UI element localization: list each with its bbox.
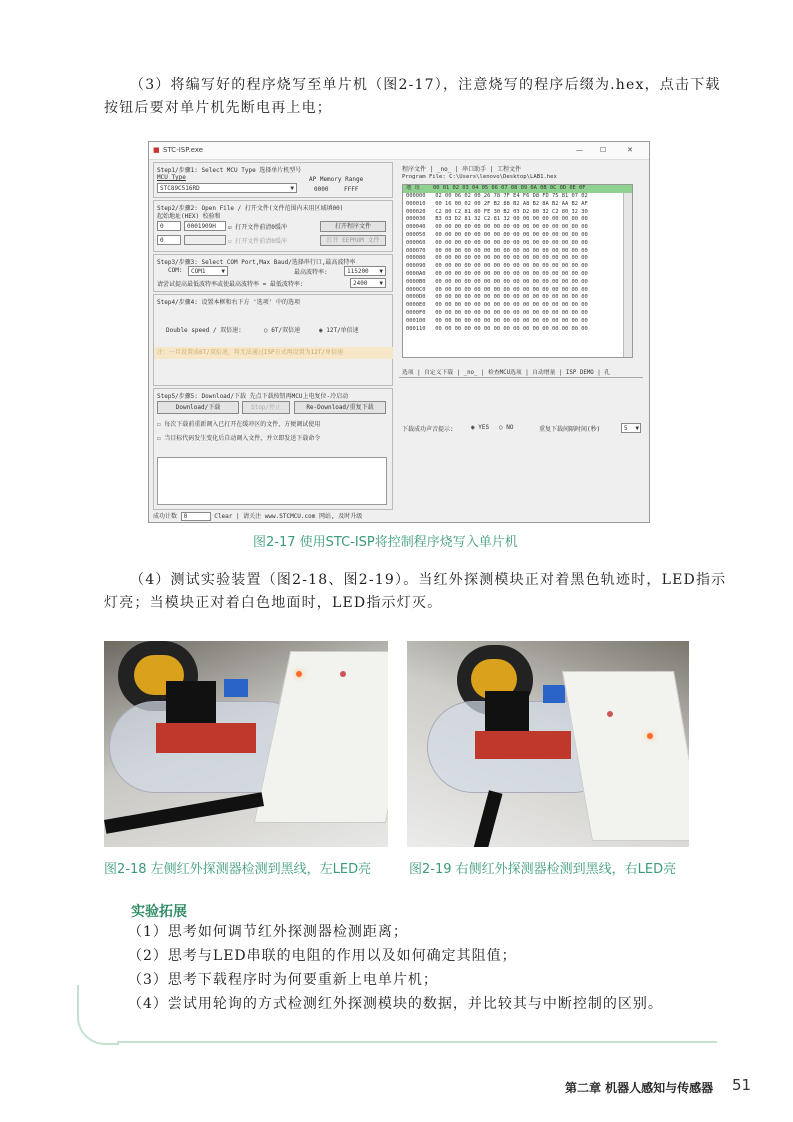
- tab-more[interactable]: 孔: [604, 370, 611, 376]
- paragraph-3: [104, 74, 721, 120]
- addr-value-1: 0: [160, 223, 164, 230]
- fig-2-17-caption: 图2-17 使用STC-ISP将控制程序烧写入单片机: [253, 535, 518, 550]
- isp-window-title: STC-ISP.exe: [163, 146, 204, 154]
- auto-reload-check[interactable]: ☐ 当目标代码发生变化后自动调入文件，并立即发送下载命令: [157, 435, 321, 442]
- addr-input-1[interactable]: [157, 221, 181, 231]
- chevron-down-icon: ▼: [290, 185, 294, 192]
- fig-2-19-photo: [407, 641, 689, 847]
- step4-label: Step4/步骤4: 设置本框和右下方 '选项' 中的选项: [157, 299, 300, 306]
- hex-row: 0000A0 00 00 00 00 00 00 00 00 00 00 00 00 00 00 00 00: [406, 270, 588, 277]
- tab-check-mcu[interactable]: 检查MCU选项: [488, 370, 522, 376]
- mcu-type-value: STC89C516RD: [160, 185, 200, 192]
- speed-6t-label: 6T/双倍速: [271, 327, 301, 334]
- isp-left-pane: [153, 162, 394, 518]
- terminal-block: [543, 685, 565, 703]
- step2-label: Step2/步骤2: Open File / 打开文件(文件范围内未用区域填00): [157, 205, 344, 212]
- paragraph-4: [104, 569, 727, 615]
- maximize-icon[interactable]: ☐: [600, 146, 607, 154]
- tab-divider: [399, 377, 643, 378]
- reload-file-label: 每次下载前重新调入已打开在缓冲区的文件，方便调试使用: [164, 421, 321, 428]
- retry-interval-label: 重复下载间隔时间(秒): [539, 426, 601, 433]
- mcu-type-label: MCU Type: [157, 174, 186, 181]
- isp-title-bar: [149, 142, 649, 160]
- speed-12t-label: 12T/单倍速: [326, 327, 359, 334]
- tab-auto-increment[interactable]: 自动增量: [532, 370, 556, 376]
- hex-row: 0000E0 00 00 00 00 00 00 00 00 00 00 00 00 00 00 00 00: [406, 302, 588, 309]
- fig-2-19-caption: 图2-19 右侧红外探测器检测到黑线，右LED亮: [409, 862, 677, 877]
- paragraph-3-line2: 按钮后要对单片机先断电再上电；: [104, 100, 332, 116]
- addr-value-2: 0: [160, 237, 164, 244]
- hex-row: 000070 00 00 00 00 00 00 00 00 00 00 00 00 00 00 00 00: [406, 247, 588, 254]
- tab-isp-demo[interactable]: ISP DEMO: [565, 370, 594, 376]
- hex-row: 000080 00 00 00 00 00 00 00 00 00 00 00 00 00 00 00 00: [406, 255, 588, 262]
- min-baud-value: 2400: [353, 280, 368, 287]
- terminal-block: [224, 679, 248, 697]
- status-count-value: 0: [181, 512, 211, 521]
- ap-range-label: AP Memory Range: [309, 176, 364, 183]
- double-speed-label: Double speed / 双倍速:: [166, 327, 242, 334]
- open-eeprom-button[interactable]: 打开 EEPROM 文件: [320, 235, 386, 246]
- list-item: （4）尝试用轮询的方式检测红外探测模块的数据，并比较其与中断控制的区别。: [128, 996, 663, 1012]
- tab-options[interactable]: 选项: [402, 370, 414, 376]
- beep-no-label: NO: [506, 424, 514, 431]
- status-url: 请关注 www.STCMCU.com 网站, 及时升级: [243, 513, 363, 520]
- chevron-down-icon: ▼: [379, 280, 383, 287]
- download-button[interactable]: Download/下载: [157, 401, 239, 414]
- tab-program-file[interactable]: 程序文件: [402, 166, 427, 173]
- start-addr-label: 起始地址(HEX) 校验和: [157, 213, 221, 220]
- paragraph-3-line1: （3）将编写好的程序烧写至单片机（图2-17），注意烧写的程序后缀为.hex，点击下载: [130, 77, 721, 93]
- hex-row: 000060 00 00 00 00 00 00 00 00 00 00 00 00 00 00 00 00: [406, 239, 588, 246]
- open-program-button[interactable]: 打开程序文件: [320, 221, 386, 232]
- stc-isp-window: [148, 141, 650, 523]
- top-tabs: 程序文件 | _no_ | 串口助手 | 工程文件: [402, 166, 522, 173]
- list-item: （3）思考下载程序时为何要重新上电单片机；: [128, 972, 438, 988]
- reload-file-check[interactable]: ☐ 每次下载前重新调入已打开在缓冲区的文件，方便调试使用: [157, 421, 321, 428]
- close-icon[interactable]: ✕: [627, 146, 633, 154]
- app-icon: ■: [153, 146, 160, 154]
- led-lit: [647, 733, 653, 739]
- retry-interval-value: 5: [624, 425, 628, 432]
- step1-label: Step1/步骤1: Select MCU Type 选择单片机型号: [157, 167, 302, 174]
- program-file-path: Program File: C:\Users\lenovo\Desktop\LAB1.hex: [402, 174, 557, 180]
- list-item: （1）思考如何调节红外探测器检测距离；: [128, 924, 408, 940]
- tab-serial-assistant[interactable]: 串口助手: [462, 166, 487, 173]
- led-off: [340, 671, 346, 677]
- breadboard: [562, 671, 689, 841]
- auto-reload-label: 当目标代码发生变化后自动调入文件，并立即发送下载命令: [164, 435, 321, 442]
- step3-label: Step3/步骤3: Select COM Port,Max Baud/选择串行口,最高波特率: [157, 259, 356, 266]
- speed-6t-radio[interactable]: ○ 6T/双倍速: [264, 327, 301, 334]
- com-value: COM1: [191, 268, 206, 275]
- list-item: （2）思考与LED串联的电阻的作用以及如何确定其阻值；: [128, 948, 517, 964]
- tab-project-file[interactable]: 工程文件: [497, 166, 522, 173]
- clear-buffer-label-2: 打开文件前清0缓冲: [235, 238, 287, 245]
- motor-driver-board: [475, 731, 571, 759]
- hex-row: 000110 00 00 00 00 00 00 00 00 00 00 00 00 00 00 00 00: [406, 325, 588, 332]
- beep-no-radio[interactable]: ○ NO: [499, 424, 514, 431]
- hex-row: 000050 00 00 00 00 00 00 00 00 00 00 00 00 00 00 00 00: [406, 231, 588, 238]
- step2-group: [153, 200, 393, 252]
- minimize-icon[interactable]: —: [576, 146, 583, 154]
- beep-label: 下载成功声音提示:: [402, 426, 454, 433]
- hex-row: 000090 00 00 00 00 00 00 00 00 00 00 00 00 00 00 00 00: [406, 263, 588, 270]
- max-baud-select[interactable]: [344, 266, 386, 276]
- hex-header: 地 址 00 01 02 03 04 05 06 07 08 09 0A 0B 0C 0D 0E 0F: [403, 185, 632, 193]
- beep-yes-label: YES: [478, 424, 490, 431]
- hex-scrollbar[interactable]: [623, 193, 632, 358]
- decorative-bracket: [77, 985, 119, 1045]
- status-bar: 成功计数 0 Clear | 请关注 www.STCMCU.com 网站, 及时升级: [153, 513, 363, 520]
- chevron-down-icon: ▼: [635, 425, 639, 432]
- hex-row: 0000D0 00 00 00 00 00 00 00 00 00 00 00 00 00 00 00 00: [406, 294, 588, 301]
- tab-custom-download[interactable]: 自定义下载: [424, 370, 454, 376]
- hex-row: 0000B0 00 00 00 00 00 00 00 00 00 00 00 00 00 00 00 00: [406, 278, 588, 285]
- retry-interval-select[interactable]: [621, 423, 641, 433]
- led-lit: [296, 671, 302, 677]
- page-number: 51: [732, 1076, 752, 1094]
- stop-button[interactable]: Stop/停止: [242, 401, 290, 414]
- hex-row: 0000C0 00 00 00 00 00 00 00 00 00 00 00 00 00 00 00 00: [406, 286, 588, 293]
- hex-view[interactable]: [402, 184, 633, 358]
- hex-row: 000000 02 00 06 02 00 26 78 7F E4 F6 D8 FD 75 81 07 02: [406, 193, 588, 199]
- footer-chapter: 第二章 机器人感知与传感器: [565, 1081, 714, 1095]
- step5-group: [153, 388, 393, 510]
- ap-start: 0000: [314, 186, 329, 193]
- black-track: [104, 792, 264, 834]
- max-baud-label: 最高波特率:: [294, 269, 328, 276]
- breadboard: [254, 651, 388, 823]
- max-baud-value: 115200: [347, 268, 369, 275]
- clear-buffer-label-1: 打开文件前清0缓冲: [235, 224, 287, 231]
- fig-2-18-photo: [104, 641, 388, 847]
- mcu-type-select[interactable]: [157, 183, 297, 193]
- checksum-input[interactable]: [184, 221, 226, 231]
- clear-buffer-check-2[interactable]: ☑ 打开文件前清0缓冲: [228, 238, 287, 245]
- hex-rows: [403, 193, 632, 333]
- checksum-input-2[interactable]: [184, 235, 226, 245]
- redownload-button[interactable]: Re-Download/重复下载: [294, 401, 386, 414]
- hex-row: 000020 C2 80 C2 81 80 FE 30 B2 03 D2 80 32 C2 80 32 30: [406, 208, 588, 215]
- decorative-line: [117, 1041, 717, 1043]
- step4-group: [153, 294, 393, 386]
- com-label: COM:: [168, 267, 183, 274]
- step1-group: [153, 162, 393, 198]
- hex-row: 000010 00 16 00 02 00 2F B2 88 B2 A8 B2 8A B2 AA B2 AF: [406, 200, 588, 207]
- checksum-value: 0001909H: [187, 223, 216, 230]
- fig-2-18-caption: 图2-18 左侧红外探测器检测到黑线，左LED亮: [104, 862, 372, 877]
- step3-group: [153, 254, 393, 292]
- status-count-label: 成功计数: [153, 513, 178, 520]
- black-track: [473, 790, 502, 847]
- isp-right-pane: [399, 162, 645, 518]
- tab-no-2[interactable]: _no_: [463, 370, 478, 376]
- extension-list: [128, 920, 728, 1016]
- hex-row: 000100 00 00 00 00 00 00 00 00 00 00 00 00 00 00 00 00: [406, 317, 588, 324]
- step5-label: Step5/步骤5: Download/下载 先点下载按钮再MCU上电复位-冷启动: [157, 393, 349, 400]
- hex-row: 0000F0 00 00 00 00 00 00 00 00 00 00 00 00 00 00 00 00: [406, 309, 588, 316]
- chevron-down-icon: ▼: [221, 268, 225, 275]
- chevron-down-icon: ▼: [379, 268, 383, 275]
- min-baud-label: 请尝试提高最低波特率或使最高波特率 = 最低波特率:: [157, 281, 304, 288]
- motor-driver-board: [156, 723, 256, 753]
- ap-end: FFFF: [344, 186, 359, 193]
- bottom-tabs: 选项 | 自定义下载 | _no_ | 检查MCU选项 | 自动增量 | ISP DEMO | 孔: [402, 370, 611, 376]
- paragraph-4-line2: 灯亮；当模块正对着白色地面时，LED指示灯灭。: [104, 595, 443, 611]
- warning-banner: 注：一旦设置成6T/双倍速，将无法通过ISP方式再设置为12T/单倍速: [154, 347, 393, 359]
- log-output[interactable]: [157, 457, 387, 505]
- com-select[interactable]: [188, 266, 228, 276]
- addr-input-2[interactable]: [157, 235, 181, 245]
- status-clear-button[interactable]: Clear: [214, 513, 233, 520]
- beep-yes-radio[interactable]: ◉ YES: [471, 424, 490, 431]
- extension-title: 实验拓展: [131, 904, 187, 920]
- min-baud-select[interactable]: [350, 278, 386, 288]
- clear-buffer-check-1[interactable]: ☑ 打开文件前清0缓冲: [228, 224, 287, 231]
- paragraph-4-line1: （4）测试实验装置（图2-18、图2-19）。当红外探测模块正对着黑色轨迹时，LED指示: [130, 572, 727, 588]
- hex-row: 000030 B3 03 D2 81 32 C2 81 32 00 00 00 00 00 00 00 00: [406, 216, 588, 223]
- speed-12t-radio[interactable]: ◉ 12T/单倍速: [319, 327, 359, 334]
- hex-row: 000040 00 00 00 00 00 00 00 00 00 00 00 00 00 00 00 00: [406, 224, 588, 231]
- tab-no[interactable]: _no_: [436, 166, 452, 173]
- led-off: [607, 711, 613, 717]
